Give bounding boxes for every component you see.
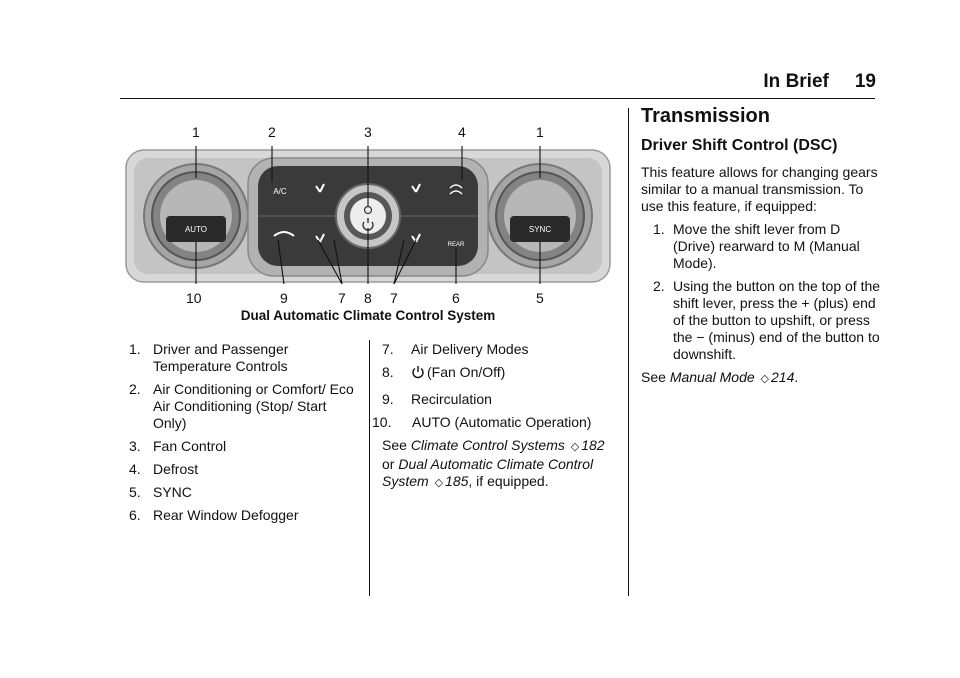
callout-8: 8 xyxy=(364,290,372,306)
page-number: 19 xyxy=(854,71,876,92)
running-header xyxy=(763,71,876,93)
legend-item xyxy=(129,438,357,455)
legend-item xyxy=(129,341,357,375)
callout-10: 10 xyxy=(186,290,202,306)
step-text: Move the shift lever from D (Drive) rearward to M (Manual Mode). xyxy=(673,221,860,271)
see-word: See xyxy=(641,369,666,385)
see-word: See xyxy=(382,437,407,453)
column-divider-right xyxy=(628,108,629,596)
callout-1-left: 1 xyxy=(192,124,200,140)
legend-column-right xyxy=(372,341,620,492)
legend-text: Driver and Passenger Temperature Controls xyxy=(153,341,289,374)
step-number: 2. xyxy=(653,278,665,294)
manual-mode-reference xyxy=(641,369,881,388)
link-dual-automatic-climate-control-system[interactable]: Dual Automatic Climate Control System xyxy=(382,456,594,489)
step-item xyxy=(641,278,881,363)
step-number: 1. xyxy=(653,221,665,237)
page-ref-icon: ◇ xyxy=(434,477,444,489)
step-text: Using the button on the top of the shift lever, press the + (plus) end of the button to upshift, or press the − (minus) end of the button to downshift. xyxy=(673,278,881,362)
column-divider-left xyxy=(369,340,370,596)
climate-control-illustration xyxy=(120,118,620,308)
subsection-heading: Driver Shift Control (DSC) xyxy=(641,137,838,154)
see-tail: . xyxy=(794,369,799,385)
header-rule xyxy=(120,98,875,99)
legend-item xyxy=(372,414,620,431)
callout-4: 4 xyxy=(458,124,466,140)
legend-number: 10. xyxy=(372,414,392,430)
legend-number: 8. xyxy=(382,364,394,380)
legend-text: Air Conditioning or Comfort/ Eco Air Conditioning (Stop/ Start Only) xyxy=(153,381,354,431)
see-tail: , if equipped. xyxy=(468,473,549,489)
page-ref-icon: ◇ xyxy=(570,441,580,453)
or-word: or xyxy=(382,456,395,472)
legend-text: SYNC xyxy=(153,484,192,500)
section-title: In Brief xyxy=(763,71,829,92)
legend-text: Air Delivery Modes xyxy=(411,341,529,357)
legend-number: 6. xyxy=(129,507,141,523)
transmission-section xyxy=(641,105,881,388)
callout-2: 2 xyxy=(268,124,276,140)
legend-number: 2. xyxy=(129,381,141,397)
rear-label: REAR xyxy=(447,242,465,248)
callout-6: 6 xyxy=(452,290,460,306)
page-header xyxy=(0,0,960,100)
legend-list-left xyxy=(129,341,357,524)
power-icon xyxy=(411,365,425,379)
legend-item xyxy=(129,381,357,432)
climate-control-figure xyxy=(120,118,620,328)
sync-label: SYNC xyxy=(528,225,552,234)
callout-7-left: 7 xyxy=(338,290,346,306)
legend-text: Fan Control xyxy=(153,438,227,454)
legend-text: AUTO (Automatic Operation) xyxy=(412,414,592,430)
legend-number: 3. xyxy=(129,438,141,454)
page-ref-icon: ◇ xyxy=(760,373,769,385)
callout-7-right: 7 xyxy=(390,290,398,306)
auto-label: AUTO xyxy=(184,225,208,234)
callout-3: 3 xyxy=(364,124,372,140)
legend-item xyxy=(129,484,357,501)
climate-see-reference xyxy=(382,437,620,492)
link-manual-mode[interactable]: Manual Mode xyxy=(669,369,755,385)
page-ref-185[interactable]: 185 xyxy=(445,473,469,489)
section-heading: Transmission xyxy=(641,105,770,127)
legend-text: Recirculation xyxy=(411,391,492,407)
page-ref-214[interactable]: 214 xyxy=(771,369,795,385)
legend-text: Defrost xyxy=(153,461,199,477)
legend-number: 7. xyxy=(382,341,394,357)
legend-item xyxy=(129,507,357,524)
legend-number: 5. xyxy=(129,484,141,500)
legend-list-right xyxy=(372,341,620,431)
legend-item xyxy=(382,391,620,408)
step-item xyxy=(641,221,881,272)
legend-item xyxy=(382,364,620,381)
link-climate-control-systems[interactable]: Climate Control Systems xyxy=(410,437,565,453)
legend-number: 9. xyxy=(382,391,394,407)
legend-column-left xyxy=(129,341,357,530)
legend-text: (Fan On/Off) xyxy=(427,364,506,380)
legend-item xyxy=(382,341,620,358)
callout-5: 5 xyxy=(536,290,544,306)
legend-item xyxy=(129,461,357,478)
intro-paragraph: This feature allows for changing gears similar to a manual transmission. To use this feature, if equipped: xyxy=(641,164,878,214)
steps-list xyxy=(641,221,881,363)
legend-text: Rear Window Defogger xyxy=(153,507,299,523)
callout-1-right: 1 xyxy=(536,124,544,140)
callout-9: 9 xyxy=(280,290,288,306)
legend-number: 4. xyxy=(129,461,141,477)
page-ref-182[interactable]: 182 xyxy=(581,437,605,453)
legend-number: 1. xyxy=(129,341,141,357)
figure-caption: Dual Automatic Climate Control System xyxy=(240,308,496,323)
ac-label: A/C xyxy=(273,187,287,196)
